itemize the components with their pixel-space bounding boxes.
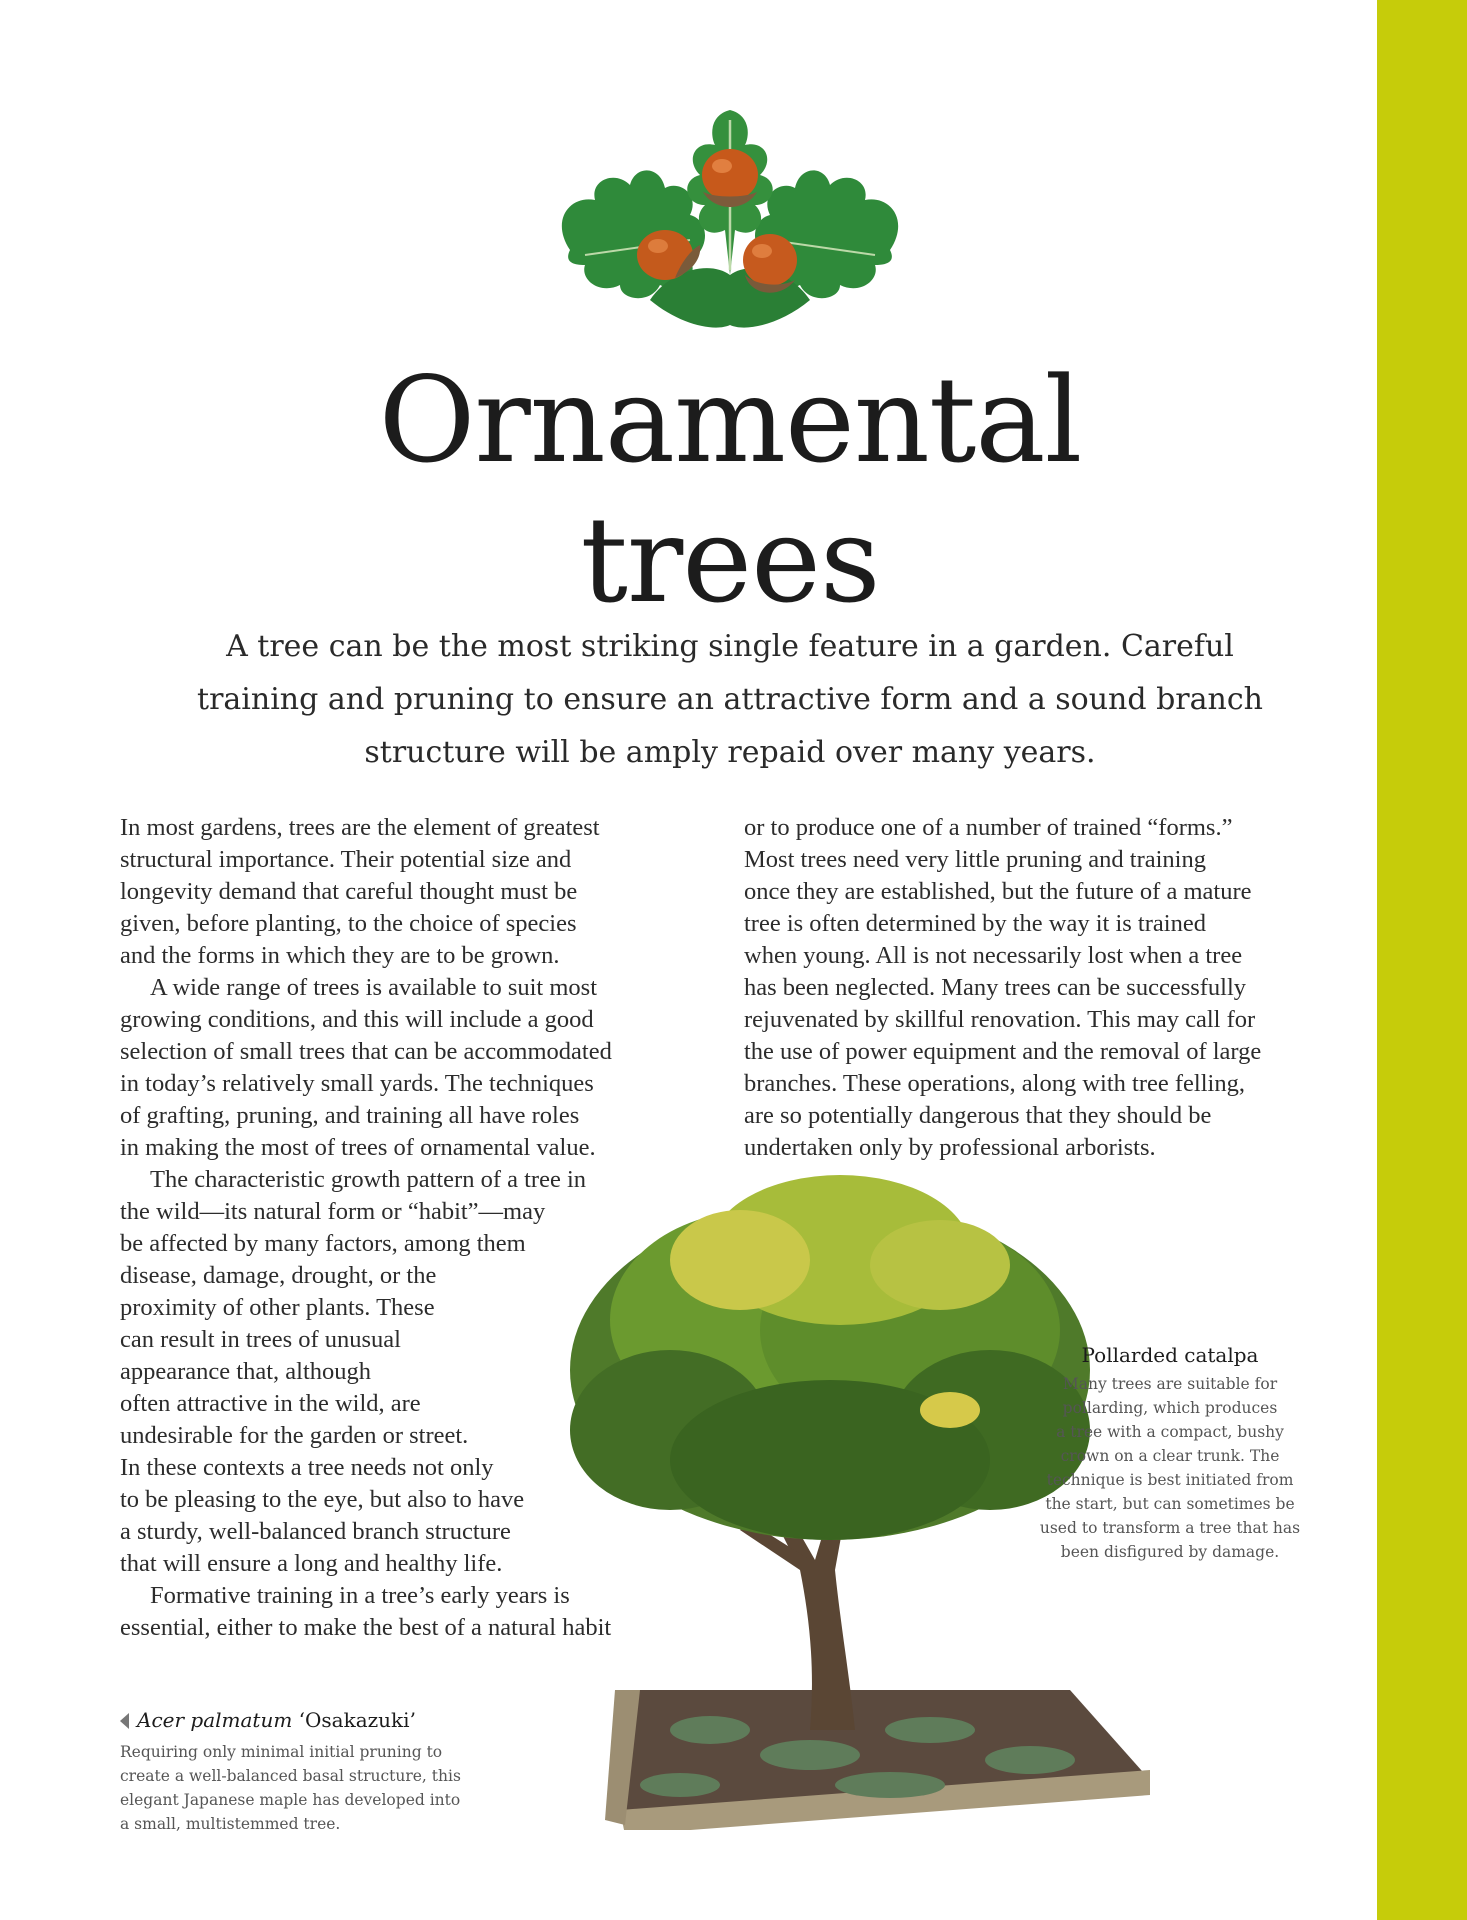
caption-line: Requiring only minimal initial pruning to (120, 1743, 443, 1761)
body-line: A wide range of trees is available to suit most (150, 974, 598, 1001)
body-line: and the forms in which they are to be grown. (120, 942, 560, 969)
body-line: selection of small trees that can be accommodated (120, 1038, 612, 1065)
body-line: growing conditions, and this will include a good (120, 1006, 594, 1033)
body-line: essential, either to make the best of a natural habit (120, 1614, 612, 1641)
title-line: Ornamental (378, 351, 1082, 489)
caption-line: been disfigured by damage. (1060, 1543, 1280, 1561)
title-line: trees (580, 491, 880, 629)
body-line: has been neglected. Many trees can be successfully (744, 974, 1247, 1001)
body-line: undertaken only by professional arborists. (744, 1134, 1156, 1161)
intro-line: A tree can be the most striking single feature in a garden. Careful (226, 629, 1234, 664)
body-line: once they are established, but the future of a mature (744, 878, 1252, 905)
body-line: the use of power equipment and the removal of large (744, 1038, 1262, 1065)
accent-side-band (1377, 0, 1467, 1920)
caption-line: create a well-balanced basal structure, this (120, 1767, 461, 1785)
body-line: proximity of other plants. These (120, 1294, 435, 1321)
left-pointer-icon (120, 1713, 129, 1729)
body-line: Formative training in a tree’s early years is (150, 1582, 570, 1609)
caption-title-rest: ‘Osakazuki’ (292, 1708, 416, 1732)
body-line: longevity demand that careful thought must be (120, 878, 578, 905)
caption-line: crown on a clear trunk. The (1060, 1447, 1280, 1465)
body-line: structural importance. Their potential size and (120, 846, 572, 873)
caption-line: the start, but can sometimes be (1045, 1495, 1295, 1513)
caption-line: used to transform a tree that has (1039, 1519, 1301, 1537)
body-line: disease, damage, drought, or the (120, 1262, 437, 1289)
caption-title (137, 1705, 416, 1735)
caption-title: Pollarded catalpa (1081, 1343, 1259, 1367)
intro-line: structure will be amply repaid over many years. (364, 735, 1096, 770)
body-line: a sturdy, well-balanced branch structure (120, 1518, 511, 1545)
intro-paragraph (190, 620, 1270, 779)
body-line: to be pleasing to the eye, but also to have (120, 1486, 525, 1513)
caption-body (1030, 1372, 1310, 1564)
body-line: In these contexts a tree needs not only (120, 1454, 494, 1481)
body-line: the wild—its natural form or “habit”—may (120, 1198, 546, 1225)
body-line: be affected by many factors, among them (120, 1230, 526, 1257)
intro-line: training and pruning to ensure an attractive form and a sound branch (197, 682, 1263, 717)
body-line: appearance that, although (120, 1358, 372, 1385)
body-line: often attractive in the wild, are (120, 1390, 421, 1417)
caption-line: technique is best initiated from (1046, 1471, 1294, 1489)
body-line: that will ensure a long and healthy life. (120, 1550, 503, 1577)
caption-line: pollarding, which produces (1062, 1399, 1278, 1417)
body-line: rejuvenated by skillful renovation. This may call for (744, 1006, 1256, 1033)
caption-pollarded-catalpa (1030, 1340, 1310, 1564)
page-title (260, 350, 1200, 630)
caption-line: Many trees are suitable for (1062, 1375, 1278, 1393)
body-line: given, before planting, to the choice of species (120, 910, 577, 937)
caption-title-italic: Acer palmatum (137, 1708, 293, 1732)
body-line: tree is often determined by the way it is trained (744, 910, 1206, 937)
caption-acer-palmatum (120, 1705, 540, 1836)
caption-line: a small, multistemmed tree. (120, 1815, 341, 1833)
body-line: of grafting, pruning, and training all have roles (120, 1102, 580, 1129)
body-line: in making the most of trees of ornamental value. (120, 1134, 596, 1161)
caption-title-row (120, 1705, 540, 1737)
caption-body (120, 1740, 540, 1836)
body-line: are so potentially dangerous that they should be (744, 1102, 1212, 1129)
caption-line: a tree with a compact, bushy (1056, 1423, 1284, 1441)
body-line: In most gardens, trees are the element of greatest (120, 814, 600, 841)
caption-line: elegant Japanese maple has developed into (120, 1791, 461, 1809)
body-column-right (744, 812, 1344, 1164)
body-line: The characteristic growth pattern of a tree in (150, 1166, 587, 1193)
body-line: in today’s relatively small yards. The techniques (120, 1070, 594, 1097)
body-line: branches. These operations, along with tree felling, (744, 1070, 1245, 1097)
body-line: undesirable for the garden or street. (120, 1422, 469, 1449)
oak-leaves-and-acorns-icon (540, 100, 920, 340)
body-line: or to produce one of a number of trained “forms.” (744, 814, 1233, 841)
body-line: can result in trees of unusual (120, 1326, 401, 1353)
body-line: when young. All is not necessarily lost when a tree (744, 942, 1243, 969)
body-line: Most trees need very little pruning and training (744, 846, 1206, 873)
